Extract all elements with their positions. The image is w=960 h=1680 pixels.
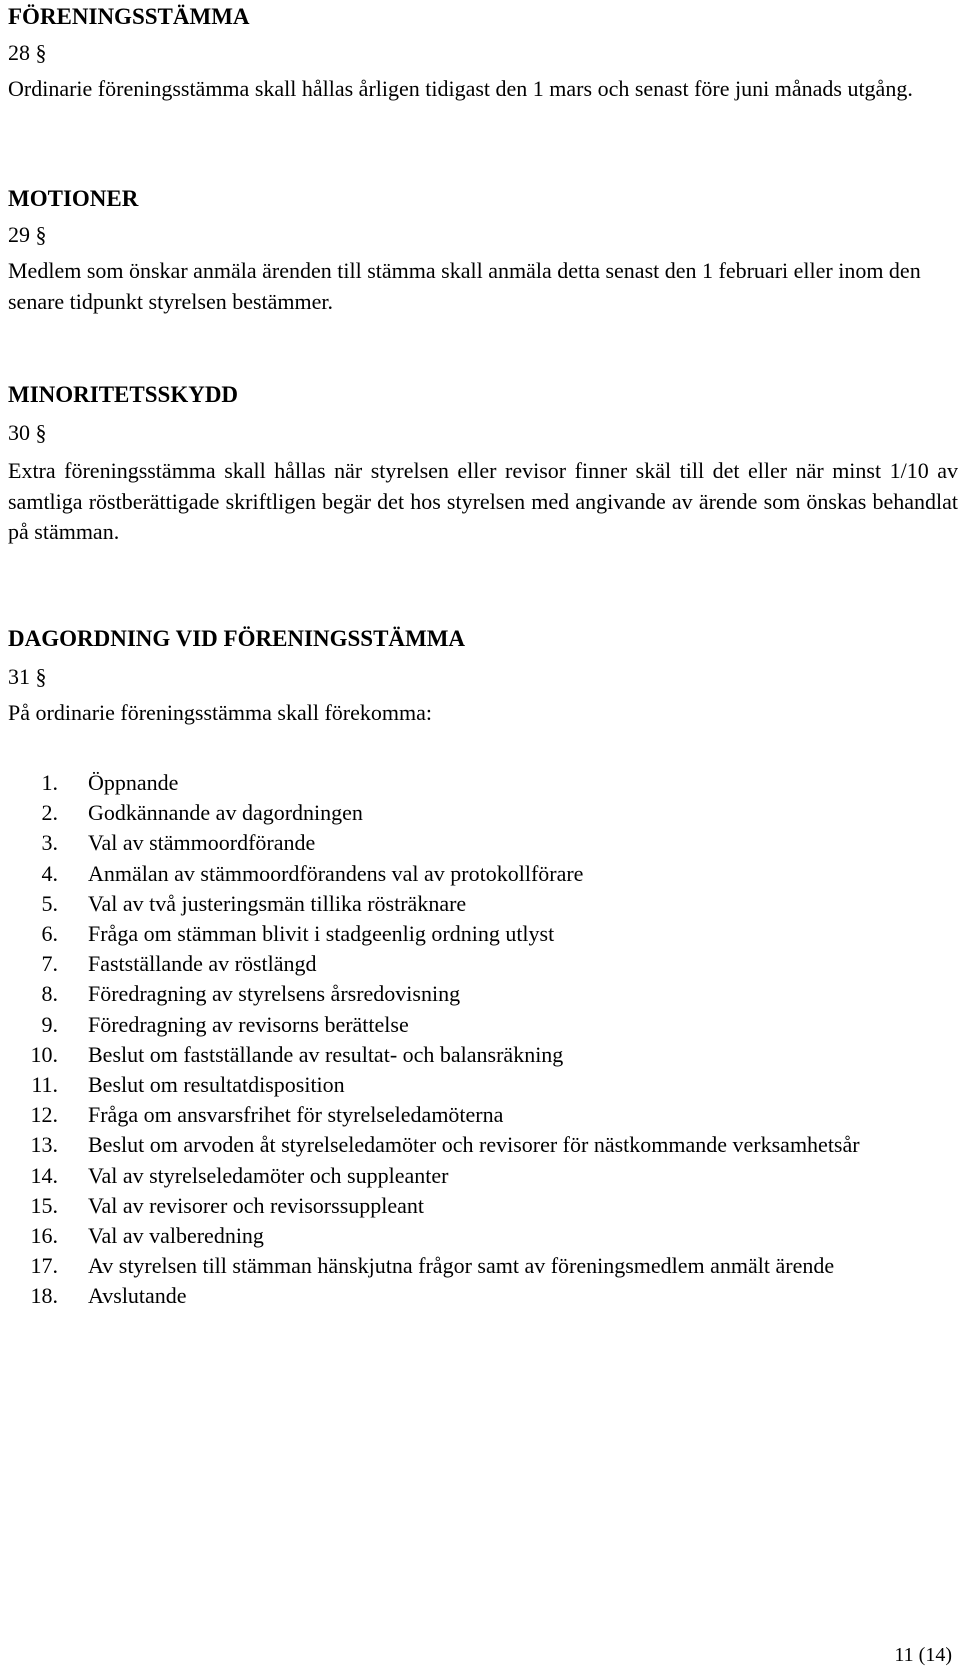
agenda-item-number: 4. [41,860,58,886]
agenda-item-text: Avslutande [88,1283,187,1309]
agenda-item-number: 12. [30,1102,58,1128]
page-number: 11 (14) [894,1644,952,1666]
agenda-item-number: 14. [30,1162,58,1188]
section-heading: MOTIONER [8,186,139,211]
agenda-item [8,979,958,1009]
agenda-item-text: Beslut om resultatdisposition [88,1072,345,1098]
paragraph-number: 29 § [8,222,47,247]
agenda-item [8,828,958,858]
agenda-item [8,919,958,949]
agenda-item-text: Fastställande av röstlängd [88,951,317,977]
section-text: Medlem som önskar anmäla ärenden till stämma skall anmäla detta senast den 1 februari eller inom den senare tidpunkt styrelsen bestämmer. [8,258,921,314]
agenda-item-text: Av styrelsen till stämman hänskjutna frågor samt av föreningsmedlem anmält ärende [88,1253,835,1279]
agenda-item [8,1161,958,1191]
agenda-item-number: 1. [41,770,58,795]
section-text: Extra föreningsstämma skall hållas när styrelsen eller revisor finner skäl till det eller när minst 1/10 av samtliga röstberättigade skriftligen begär det hos styrelsen med angivande av ärende som önskas behandlat på stämman. [8,458,958,544]
section-heading: DAGORDNING VID FÖRENINGSSTÄMMA [8,626,466,651]
agenda-item-text: Val av styrelseledamöter och suppleanter [88,1162,449,1188]
agenda-item-text: Föredragning av styrelsens årsredovisning [88,981,461,1007]
section-minoritetsskydd [8,380,958,548]
agenda-item-number: 11. [31,1072,58,1098]
agenda-item [8,768,958,798]
agenda-item-number: 10. [30,1041,58,1067]
agenda-item-text: Öppnande [88,770,179,795]
agenda-item-number: 7. [41,951,58,977]
agenda-item-number: 17. [30,1253,58,1279]
agenda-item [8,1251,958,1281]
agenda-item-number: 16. [30,1223,58,1249]
agenda-item [8,1130,958,1160]
agenda-item-number: 6. [41,921,58,947]
agenda-item-number: 5. [41,890,58,916]
agenda-item [8,1070,958,1100]
agenda-item-number: 3. [41,830,58,856]
section-heading: MINORITETSSKYDD [8,382,239,407]
section-dagordning [8,624,958,729]
agenda-item-text: Val av valberedning [88,1223,264,1249]
paragraph-number: 30 § [8,420,47,445]
section-text: Ordinarie föreningsstämma skall hållas årligen tidigast den 1 mars och senast före juni månads utgång. [8,76,913,101]
agenda-item [8,949,958,979]
paragraph-number: 31 § [8,664,47,689]
agenda-item-text: Fråga om stämman blivit i stadgeenlig ordning utlyst [88,921,555,947]
agenda-item-text: Föredragning av revisorns berättelse [88,1011,409,1037]
agenda-item-text: Beslut om arvoden åt styrelseledamöter och revisorer för nästkommande verksamhetsår [88,1132,860,1158]
agenda-item-text: Val av två justeringsmän tillika rösträknare [88,890,467,916]
agenda-item-text: Val av stämmoordförande [88,830,316,856]
agenda-item-number: 15. [30,1192,58,1218]
agenda-item [8,798,958,828]
agenda-item [8,1221,958,1251]
agenda-list [8,768,958,1312]
agenda-item [8,859,958,889]
agenda-item-number: 9. [41,1011,58,1037]
agenda-item [8,889,958,919]
agenda-item-number: 2. [41,800,58,826]
section-foreningsstamma [8,2,958,105]
agenda-item-number: 8. [41,981,58,1007]
agenda-item-text: Anmälan av stämmoordförandens val av protokollförare [88,860,584,886]
agenda-item [8,1100,958,1130]
section-heading: FÖRENINGSSTÄMMA [8,4,250,29]
agenda-item [8,1281,958,1311]
agenda-item [8,1191,958,1221]
agenda-item [8,1010,958,1040]
agenda-item-text: Beslut om fastställande av resultat- och balansräkning [88,1041,564,1067]
section-motioner [8,184,958,317]
agenda-item-number: 13. [30,1132,58,1158]
agenda-item [8,1040,958,1070]
agenda-item-number: 18. [30,1283,58,1309]
agenda-item-text: Fråga om ansvarsfrihet för styrelseledamöterna [88,1102,504,1128]
paragraph-number: 28 § [8,40,47,65]
agenda-item-text: Val av revisorer och revisorssuppleant [88,1192,425,1218]
agenda-item-text: Godkännande av dagordningen [88,800,363,826]
section-text: På ordinarie föreningsstämma skall förekomma: [8,700,432,725]
